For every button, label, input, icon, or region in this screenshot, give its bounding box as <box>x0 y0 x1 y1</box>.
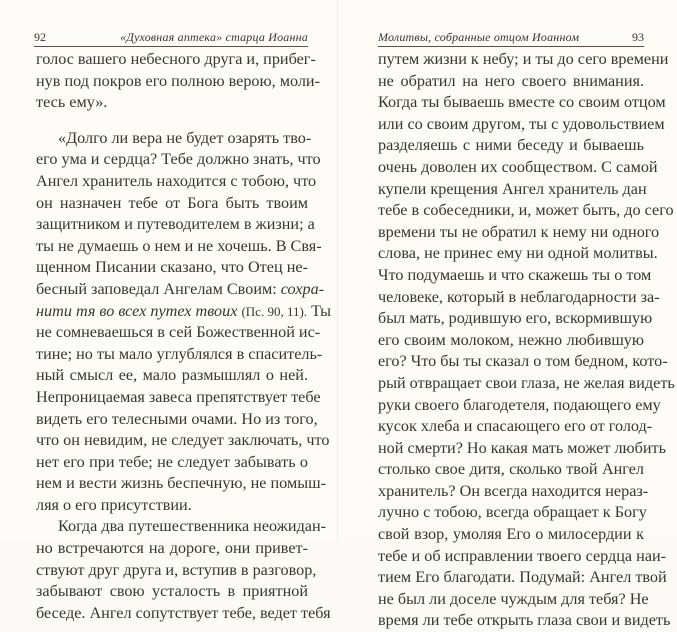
text-line: нет его при тебе; не следует забывать о <box>36 452 308 471</box>
text-line: что он невидим, не следует заключать, что <box>36 431 330 450</box>
text-line: человеке, который в неблагодарности за- <box>378 287 660 306</box>
text-line: ной смерти? Но какая мать может любить <box>378 438 666 457</box>
text-line: столько свое дитя, сколько твой Ангел <box>378 460 644 479</box>
page-number: 92 <box>34 30 46 44</box>
scripture-quote: нити тя во всех путех твоих <box>36 301 238 320</box>
text-line: время ли тебе открыть глаза свои и видеть <box>378 611 671 630</box>
text-line: щенном Писании сказано, что Отец не- <box>36 258 308 277</box>
text-line: нем и вести жизнь беспечную, не помыш- <box>36 474 326 493</box>
text-line: нув под покров его полною верою, моли- <box>36 71 320 90</box>
running-head: «Духовная аптека» старца Иоанна <box>120 30 308 44</box>
text-line: забывают свою усталость в приятной <box>36 582 308 601</box>
text-line: но встречаются на дороге, они привет- <box>36 539 308 558</box>
text-line: свой взор, умоляя Его о милосердии к <box>378 525 644 544</box>
text-line: времени ты не обратил к нему ни одного <box>378 222 660 241</box>
right-page <box>338 0 677 630</box>
text-line: тебе и об исправлении твоего сердца наи- <box>378 546 667 565</box>
text-line: не сомневаешься в сей Божественной ис- <box>36 323 321 342</box>
text-line: не обратил на него своего внимания. <box>378 71 644 90</box>
text-line: его своим молоком, нежно любившую <box>378 330 644 349</box>
text-line <box>36 279 325 301</box>
text-line: беседе. Ангел сопутствует тебе, ведет тебя <box>36 603 331 622</box>
text-segment: Ты <box>311 301 332 320</box>
text-line: голос вашего небесного друга и, прибег- <box>36 50 316 68</box>
text-segment: бесный заповедал Ангелам Своим: <box>36 279 277 298</box>
text-line: тием Его благодати. Подумай: Ангел твой <box>378 568 667 587</box>
text-line: тесь ему». <box>36 93 108 112</box>
text-line <box>36 301 332 323</box>
text-line: кусок хлеба и спасающего его от голод- <box>378 417 653 436</box>
text-line: был мать, родившую его, вскормившую <box>378 309 653 328</box>
text-line: защитником и путеводителем в жизни; а <box>36 215 315 234</box>
text-line: лучно с тобою, всегда обращает к Богу <box>378 503 647 522</box>
text-line: ляя о его присутствии. <box>36 495 192 514</box>
text-line: его? Что бы ты сказал о том бедном, кото- <box>378 352 668 371</box>
text-line: очень доволен их сообществом. С самой <box>378 157 658 176</box>
text-line: хранитель? Он всегда находится нераз- <box>378 481 649 500</box>
scripture-reference: (Пс. 90, 11). <box>241 303 308 319</box>
right-page-body <box>378 49 675 632</box>
text-line: разделяешь с ними беседу и бываешь <box>378 136 644 155</box>
text-line: слова, не принес ему ни одной молитвы. <box>378 244 658 263</box>
text-line: купели крещения Ангел хранитель дан <box>378 179 647 198</box>
text-line: видеть его телесными очами. Но из того, <box>36 409 318 428</box>
text-line: «Долго ли вера не будет озарять тво- <box>58 128 312 147</box>
text-line: ты не думаешь о нем и не хочешь. В Свя- <box>36 236 322 255</box>
text-line: его ума и сердца? Тебе должно знать, что <box>36 150 321 169</box>
text-line: тебе в собеседники, и, может быть, до сего <box>378 201 674 220</box>
text-line: Когда ты бываешь вместе со своим отцом <box>378 93 666 112</box>
left-page <box>0 0 338 622</box>
left-page-body <box>36 49 332 624</box>
text-line: ствуют друг друга и, вступив в разговор, <box>36 560 317 579</box>
text-line: он назначен тебе от Бога быть твоим <box>36 193 308 212</box>
text-line: тине; но ты мало углублялся в спаситель- <box>36 344 323 363</box>
page-number: 93 <box>632 30 644 44</box>
text-line: путем жизни к небу; и ты до сего времени <box>378 50 669 68</box>
text-line: ный смысл ее, мало размышлял о ней. <box>36 366 308 385</box>
text-line: или со своим другом, ты с удовольствием <box>378 114 665 133</box>
text-line: рый отвращает свои глаза, не желая видеть <box>378 373 675 392</box>
text-line: Когда два путешественника неожидан- <box>58 517 327 536</box>
text-line: руки своего благодетеля, подающего ему <box>378 395 661 414</box>
text-line: не был ли доселе чуждым для тебя? Не <box>378 589 649 608</box>
right-page-header <box>378 28 644 47</box>
text-line: Ангел хранитель находится с тобою, что <box>36 171 317 190</box>
running-head: Молитвы, собранные отцом Иоанном <box>378 30 580 44</box>
left-page-header <box>34 28 308 47</box>
text-line: Непроницаемая завеса препятствует тебе <box>36 387 321 406</box>
text-line: Что подумаешь и что скажешь ты о том <box>378 265 652 284</box>
scripture-quote: сохра- <box>280 279 325 298</box>
paragraph-gap <box>36 114 308 128</box>
